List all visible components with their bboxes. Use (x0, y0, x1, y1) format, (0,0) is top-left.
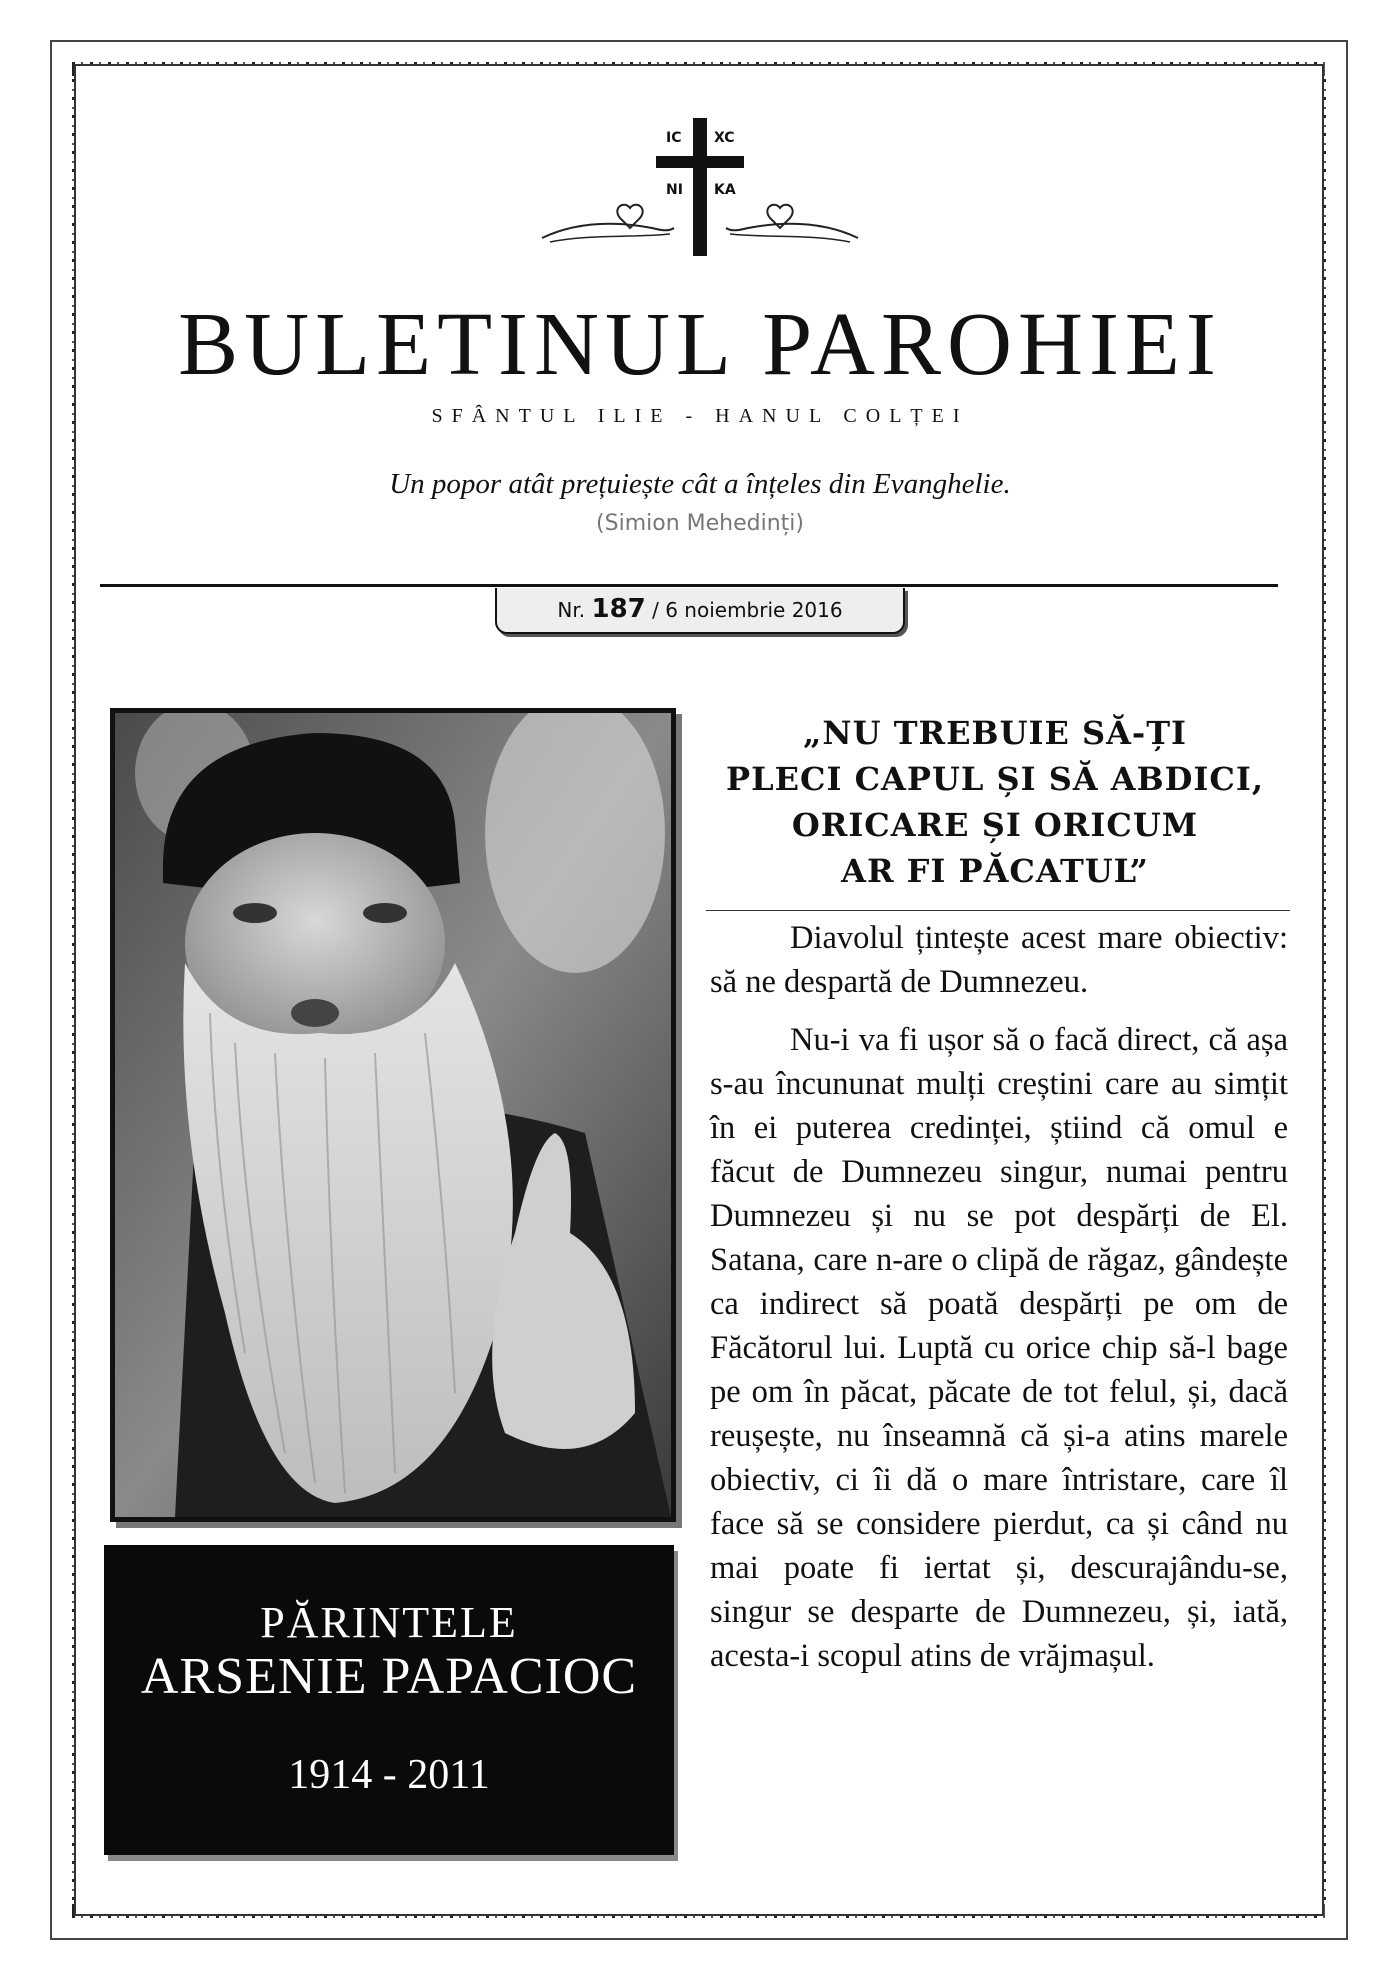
issue-number: 187 (591, 594, 646, 624)
article-title-line: PLECI CAPUL ȘI SĂ ABDICI, (726, 760, 1264, 798)
article-title (706, 710, 1284, 894)
name-caption (104, 1545, 674, 1855)
name-title: PĂRINTELE (260, 1598, 518, 1647)
portrait-image (115, 713, 671, 1517)
article-title-line: AR FI PĂCATUL” (841, 852, 1149, 890)
name-years: 1914 - 2011 (288, 1752, 490, 1798)
cross-emblem (540, 110, 860, 260)
issue-tab (495, 588, 905, 634)
header-divider (100, 584, 1278, 587)
name-full: ARSENIE PAPACIOC (140, 1648, 638, 1705)
cross-icon (540, 110, 860, 260)
article-body (710, 916, 1288, 1692)
bulletin-title: BULETINUL PAROHIEI (178, 295, 1222, 394)
motto-author: (Simion Mehedinți) (596, 511, 804, 536)
cross-letter-ic: IC (666, 130, 682, 146)
article-paragraph: Diavolul țintește acest mare obiectiv: să ne despartă de Dumnezeu. (710, 920, 1288, 1000)
motto-quote: Un popor atât prețuiește cât a înțeles din Evanghelie. (389, 468, 1011, 500)
issue-date: / 6 noiembrie 2016 (652, 598, 843, 622)
article-paragraph: Nu-i va fi ușor să o facă direct, că așa s-au încununat mulți creștini care au simțit în ei puterea credinței, știind că omul e făcut de Dumnezeu singur, numai pentru Dumnezeu și nu se pot despărți de El. Satana, care n-are o clipă de răgaz, gândește ca indirect să poată despărți pe om de Făcătorul lui. Luptă cu orice chip să-l bage pe om în păcat, păcate de tot felul, și, dacă reușește, nu înseamnă că și-a atins marele obiectiv, ci îi dă o mare întristare, care îl face să se considere pierdut, ca și când nu mai poate fi iertat și, descurajându-se, singur se desparte de Dumnezeu, și, iată, acesta-i scopul atins de vrăjmașul. (710, 1022, 1288, 1674)
issue-prefix: Nr. (557, 598, 586, 622)
portrait-photo (110, 708, 676, 1522)
article-divider (706, 910, 1290, 911)
cross-letter-xc: XC (714, 130, 735, 146)
parish-name: SFÂNTUL ILIE - HANUL COLȚEI (431, 405, 969, 427)
article-title-line: ORICARE ȘI ORICUM (791, 806, 1199, 844)
cross-letter-ka: KA (714, 182, 736, 198)
cross-letter-ni: NI (666, 182, 683, 198)
article-title-line: „NU TREBUIE SĂ-ȚI (803, 714, 1187, 752)
